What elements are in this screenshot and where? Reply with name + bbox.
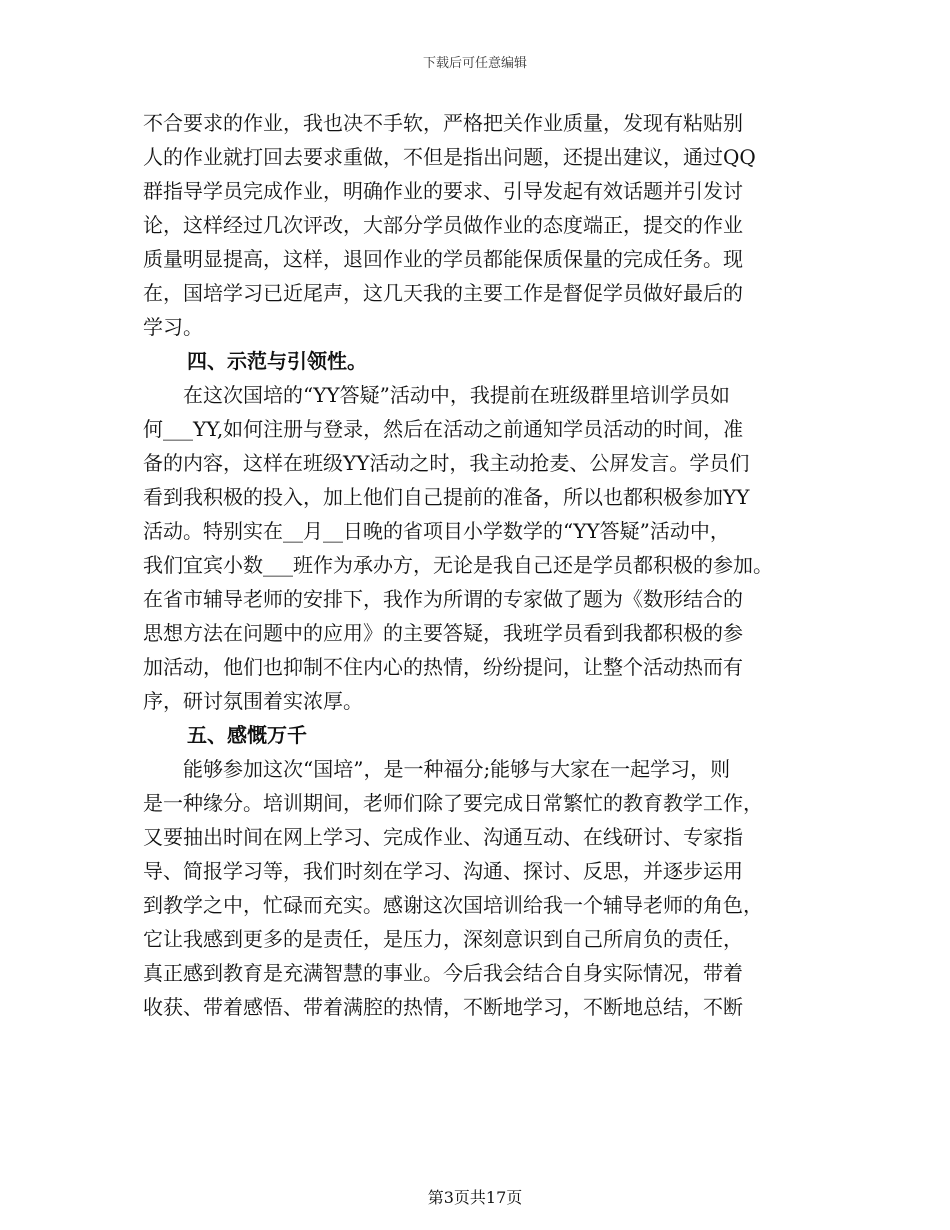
section-heading-5: 五、感慨万千	[187, 723, 307, 747]
text-line: 质量明显提高，这样，退回作业的学员都能保质保量的完成任务。现	[143, 247, 743, 271]
text-line: 又要抽出时间在网上学习、完成作业、沟通互动、在线研讨、专家指	[143, 825, 743, 849]
text-line: 导、简报学习等，我们时刻在学习、沟通、探讨、反思，并逐步运用	[143, 859, 743, 883]
text-line: 加活动，他们也抑制不住内心的热情，纷纷提问，让整个活动热而有	[143, 655, 743, 679]
text-line: 学习。	[143, 315, 203, 339]
text-line: 备的内容，这样在班级YY活动之时，我主动抢麦、公屏发言。学员们	[143, 451, 750, 475]
text-line: 是一种缘分。培训期间，老师们除了要完成日常繁忙的教育教学工作，	[143, 791, 763, 815]
text-line: 我们宜宾小数___班作为承办方，无论是我自己还是学员都积极的参加。	[143, 553, 773, 577]
document-body	[143, 106, 813, 1024]
paragraph-yy-activity	[143, 378, 813, 718]
text-line: 真正感到教育是充满智慧的事业。今后我会结合自身实际情况，带着	[143, 961, 743, 985]
text-line: 不合要求的作业，我也决不手软，严格把关作业质量，发现有粘贴别	[143, 111, 743, 135]
text-line: 它让我感到更多的是责任，是压力，深刻意识到自己所肩负的责任，	[143, 927, 743, 951]
text-line: 在这次国培的“YY答疑”活动中，我提前在班级群里培训学员如	[143, 383, 730, 407]
paragraph-homework-review	[143, 106, 813, 344]
text-line: 思想方法在问题中的应用》的主要答疑，我班学员看到我都积极的参	[143, 621, 743, 645]
text-line: 收获、带着感悟、带着满腔的热情，不断地学习，不断地总结，不断	[143, 995, 743, 1019]
text-line: 看到我积极的投入，加上他们自己提前的准备，所以也都积极参加YY	[143, 485, 750, 509]
text-line: 人的作业就打回去要求重做，不但是指出问题，还提出建议，通过QQ	[143, 145, 756, 169]
section-heading-4: 四、示范与引领性。	[187, 349, 367, 373]
text-line: 到教学之中，忙碌而充实。感谢这次国培训给我一个辅导老师的角色，	[143, 893, 763, 917]
text-line: 序，研讨氛围着实浓厚。	[143, 689, 363, 713]
text-line: 能够参加这次“国培”，是一种福分;能够与大家在一起学习，则	[143, 757, 731, 781]
paragraph-reflections	[143, 752, 813, 1024]
page-number-footer: 第3页共17页	[427, 1188, 523, 1207]
text-line: 群指导学员完成作业，明确作业的要求、引导发起有效话题并引发讨	[143, 179, 743, 203]
text-line: 论，这样经过几次评改，大部分学员做作业的态度端正，提交的作业	[143, 213, 743, 237]
text-line: 何___YY,如何注册与登录，然后在活动之前通知学员活动的时间，准	[143, 417, 744, 441]
text-line: 活动。特别实在__月__日晚的省项目小学数学的“YY答疑”活动中，	[143, 519, 730, 543]
page-header: 下载后可任意编辑	[422, 56, 527, 71]
text-line: 在，国培学习已近尾声，这几天我的主要工作是督促学员做好最后的	[143, 281, 743, 305]
text-line: 在省市辅导老师的安排下，我作为所谓的专家做了题为《数形结合的	[143, 587, 743, 611]
